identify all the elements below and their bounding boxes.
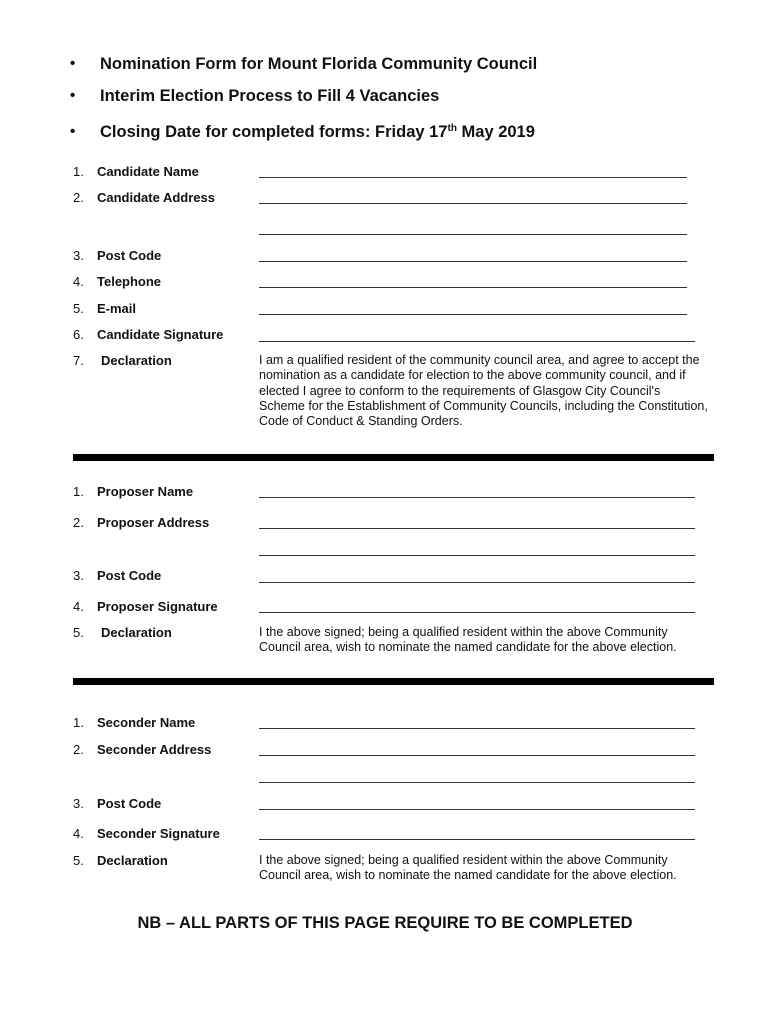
field-number: 5. [73, 853, 84, 868]
seconder-address-field-line-2[interactable] [259, 782, 695, 783]
field-number: 5. [73, 301, 84, 316]
candidate-telephone-field[interactable] [259, 287, 687, 288]
candidate-telephone-label: Telephone [97, 274, 162, 289]
seconder-name-field[interactable] [259, 728, 695, 729]
seconder-address-label: Seconder Address [97, 742, 212, 757]
closing-date-text: Closing Date for completed forms: Friday 17 [100, 123, 448, 141]
field-number: 4. [73, 599, 84, 614]
candidate-email-field[interactable] [259, 314, 687, 315]
proposer-signature-label: Proposer Signature [97, 599, 218, 614]
candidate-address-field-line-1[interactable] [259, 203, 687, 204]
field-number: 3. [73, 248, 84, 263]
field-number: 4. [73, 274, 84, 289]
field-number: 2. [73, 515, 84, 530]
seconder-declaration-text: I the above signed; being a qualified resident within the above Community Council area, wish to nominate the named candidate for the above election. [259, 853, 677, 883]
seconder-signature-field[interactable] [259, 839, 695, 840]
field-number: 4. [73, 826, 84, 841]
field-number: 1. [73, 484, 84, 499]
form-title: Nomination Form for Mount Florida Community Council [100, 55, 538, 73]
proposer-name-label: Proposer Name [97, 484, 194, 499]
candidate-name-label: Candidate Name [97, 164, 199, 179]
proposer-postcode-label: Post Code [97, 568, 162, 583]
proposer-address-field-line-2[interactable] [259, 555, 695, 556]
candidate-email-label: E-mail [97, 301, 137, 316]
seconder-declaration-label: Declaration [97, 853, 168, 868]
proposer-postcode-field[interactable] [259, 582, 695, 583]
candidate-signature-field[interactable] [259, 341, 695, 342]
candidate-address-field-line-2[interactable] [259, 234, 687, 235]
seconder-postcode-label: Post Code [97, 796, 162, 811]
seconder-signature-label: Seconder Signature [97, 826, 220, 841]
proposer-address-field-line-1[interactable] [259, 528, 695, 529]
field-number: 7. [73, 353, 84, 368]
candidate-postcode-label: Post Code [97, 248, 162, 263]
seconder-postcode-field[interactable] [259, 809, 695, 810]
seconder-name-label: Seconder Name [97, 715, 196, 730]
ordinal-suffix: th [447, 123, 457, 134]
section-divider [73, 678, 714, 685]
section-divider [73, 454, 714, 461]
field-number: 1. [73, 164, 84, 179]
completion-note: NB – ALL PARTS OF THIS PAGE REQUIRE TO BE COMPLETED [137, 914, 633, 932]
field-number: 3. [73, 796, 84, 811]
candidate-declaration-text: I am a qualified resident of the community council area, and agree to accept the nomination as a candidate for election to the above community council, and if elected I agree to conform to the requirements of Glasgow City Council's Scheme for the Establishment of Community Councils, including the Constitution, Code of Conduct & Standing Orders. [259, 353, 708, 429]
bullet-icon: • [70, 55, 76, 72]
candidate-declaration-label: Declaration [101, 353, 172, 368]
field-number: 1. [73, 715, 84, 730]
form-subtitle: Interim Election Process to Fill 4 Vacancies [100, 87, 440, 105]
proposer-signature-field[interactable] [259, 612, 695, 613]
closing-date [100, 123, 535, 142]
candidate-name-field[interactable] [259, 177, 687, 178]
seconder-address-field-line-1[interactable] [259, 755, 695, 756]
proposer-declaration-label: Declaration [101, 625, 172, 640]
field-number: 2. [73, 742, 84, 757]
field-number: 6. [73, 327, 84, 342]
candidate-address-label: Candidate Address [97, 190, 215, 205]
closing-date-text-end: May 2019 [456, 123, 535, 141]
proposer-name-field[interactable] [259, 497, 695, 498]
field-number: 2. [73, 190, 84, 205]
proposer-declaration-text: I the above signed; being a qualified resident within the above Community Council area, wish to nominate the named candidate for the above election. [259, 625, 677, 655]
candidate-postcode-field[interactable] [259, 261, 687, 262]
field-number: 3. [73, 568, 84, 583]
field-number: 5. [73, 625, 84, 640]
proposer-address-label: Proposer Address [97, 515, 210, 530]
bullet-icon: • [70, 87, 76, 104]
bullet-icon: • [70, 123, 76, 140]
candidate-signature-label: Candidate Signature [97, 327, 224, 342]
